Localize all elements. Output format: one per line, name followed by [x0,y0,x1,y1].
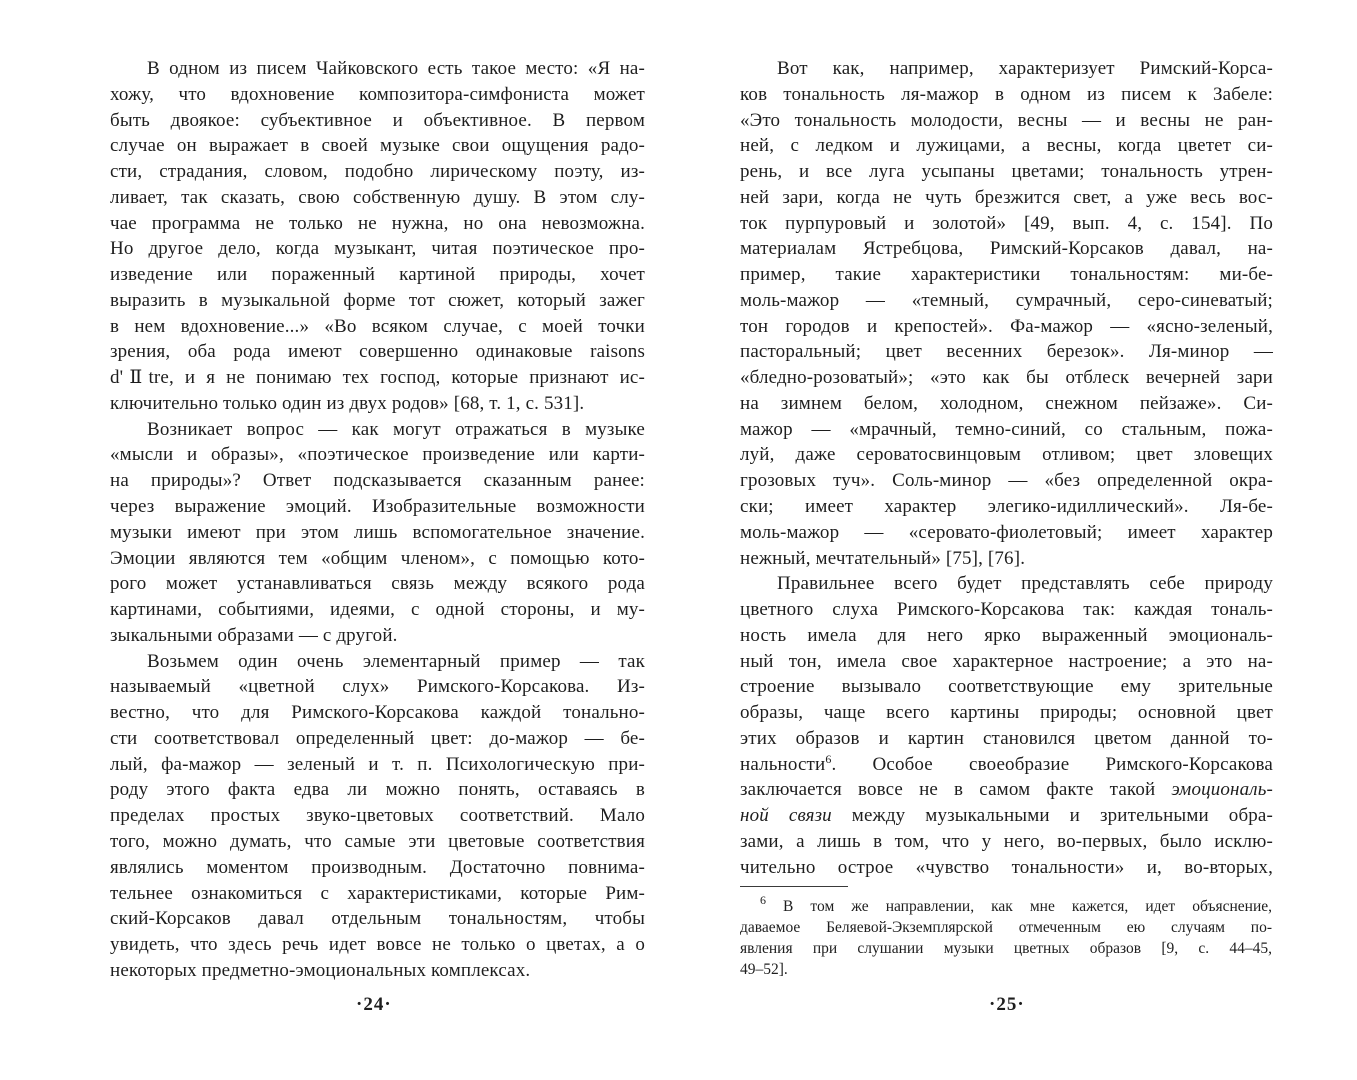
text-line: изведение или пораженный картиной природы, хочет [110,264,645,286]
text-line: рень, и все луга усыпаны цветами; тональность утрен- [740,161,1273,183]
text-line: мажор — «мрачный, темно-синий, со стальным, пожа- [740,418,1273,440]
text-line: пределах простых звуко-цветовых соответствий. Мало [110,805,645,827]
footnote [740,893,1273,980]
footnote-line: явления при слушании музыки цветных образов [9, с. 44–45, [740,940,1272,957]
text-line [740,777,1273,803]
text-fragment: В том же направлении, как мне кажется, идет объяснение, [783,898,1273,915]
left-page-text [110,56,645,984]
text-line: чае программа не только не нужна, но она невозможна. [110,212,645,234]
text-line: сти соответствовал определенный цвет: до-мажор — бе- [110,727,645,749]
text-line [740,803,1273,829]
right-page [700,0,1357,1080]
text-line: зыкальными образами — с другой. [110,624,398,646]
text-line: «Это тональность молодости, весны — и весны не ран- [740,109,1273,131]
text-line: этих образов и картин становился цветом данной то- [740,727,1273,749]
text-fragment: нальности [740,753,826,775]
text-line: моль-мажор — «серовато-фиолетовый; имеет характер [740,521,1273,543]
footnote-line: даваемое Беляевой-Экземплярской отмеченным ею случаям по- [740,919,1272,936]
text-line: ный тон, имела свое характерное настроение; а это на- [740,650,1273,672]
text-line: ливает, так сказать, свою собственную душу. В этом слу- [110,186,645,208]
text-line: в нем вдохновение...» «Во всяком случае, с моей точки [110,315,645,337]
text-line: пасторальный; цвет весенних березок». Ля-минор — [740,341,1273,363]
page-number: ·25· [989,994,1025,1015]
text-line: через выражение эмоций. Изобразительные возможности [110,496,645,518]
text-line: ней зари, когда не чуть брезжится свет, а уже весь вос- [740,186,1273,208]
text-line: материалам Ястребцова, Римский-Корсаков давал, на- [740,238,1273,260]
text-fragment: между музыкальными и зрительными обра- [831,805,1273,827]
text-line: увидеть, что здесь речь идет вовсе не только о цветах, а о [110,934,645,956]
italic-text: ной связи [740,805,832,827]
text-line: луй, даже сероватосвинцовым отливом; цвет зловещих [740,444,1273,466]
text-line: Эмоции являются тем «общим членом», с помощью кото- [110,547,645,569]
text-line: рого может устанавливаться связь между всякого рода [110,573,645,595]
text-line: на природы»? Ответ подсказывается сказанным ранее: [110,470,645,492]
text-line: Возникает вопрос — как могут отражаться в музыке [147,418,645,440]
text-line: музыки имеют при этом лишь вспомогательное значение. [110,521,645,543]
text-line: на зимнем белом, холодном, снежном пейзаже». Си- [740,392,1273,414]
text-line [740,752,1273,778]
text-line: строение вызывало соответствующие ему зрительные [740,676,1273,698]
text-line: В одном из писем Чайковского есть такое место: «Я на- [147,58,645,79]
text-line: моль-мажор — «темный, сумрачный, серо-синеватый; [740,289,1273,311]
text-line: Правильнее всего будет представлять себе природу [777,573,1273,595]
text-line: роду этого факта едва ли можно понять, оставаясь в [110,779,645,801]
text-line: тельнее ознакомиться с характеристиками, которые Рим- [110,882,645,904]
footnote-line: 49–52]. [740,961,788,978]
text-line: нежный, мечтательный» [75], [76]. [740,547,1026,569]
text-line: d'Ⅱtre, и я не понимаю тех господ, которые признают ис- [110,367,645,389]
text-line: зами, а лишь в том, что у него, во-первых, было исклю- [740,830,1273,852]
footnote-number: 6 [760,893,766,907]
text-line: выразить в музыкальной форме тот сюжет, который зажег [110,289,645,311]
text-line: образы, чаще всего картины природы; основной цвет [740,702,1273,724]
footnote-marker: 6 [825,751,832,766]
text-line: ски; имеет характер элегико-идиллический». Ля-бе- [740,496,1273,518]
text-line: цветного слуха Римского-Корсакова так: каждая тональ- [740,599,1273,621]
text-line: сти, страдания, словом, подобно лирическому поэту, из- [110,161,645,183]
text-line: ский-Корсаков давал отдельным тональностям, чтобы [110,908,645,930]
text-line: Вот как, например, характеризует Римский-Корса- [777,58,1273,79]
text-line: являлись моментом производным. Достаточно повнима- [110,856,645,878]
text-line: Возьмем один очень элементарный пример — так [147,650,645,672]
text-line: называемый «цветной слух» Римского-Корсакова. Из- [110,676,645,698]
text-line: грозовых туч». Соль-минор — «без определенной окра- [740,470,1273,492]
text-line: картинами, событиями, идеями, с одной стороны, и му- [110,599,645,621]
text-line: ток пурпуровый и золотой» [49, вып. 4, с. 154]. По [740,212,1273,234]
text-line: зрения, оба рода имеют совершенно одинаковые raisons [110,341,645,363]
text-line: быть двоякое: субъективное и объективное. В первом [110,109,645,131]
text-line: «мысли и образы», «поэтическое произведение или карти- [110,444,645,466]
text-line: того, можно думать, что самые эти цветовые соответствия [110,830,645,852]
text-line: Но другое дело, когда музыкант, читая поэтическое про- [110,238,645,260]
text-line: случае он выражает в своей музыке свои ощущения радо- [110,135,645,157]
text-line: ков тональность ля-мажор в одном из писем к Забеле: [740,83,1273,105]
text-line: «бледно-розоватый»; «это как бы отблеск вечерней зари [740,367,1273,389]
text-line: пример, такие характеристики тональностям: ми-бе- [740,264,1273,286]
italic-text: эмоциональ- [1171,779,1273,801]
text-line: некоторых предметно-эмоциональных комплексах. [110,959,531,981]
text-fragment: . Особое своеобразие Римского-Корсакова [831,753,1273,775]
text-line: лый, фа-мажор — зеленый и т. п. Психологическую при- [110,753,645,775]
text-fragment: заключается вовсе не в самом факте такой [740,779,1156,801]
right-page-text [740,56,1273,881]
text-line: вестно, что для Римского-Корсакова каждой тонально- [110,702,645,724]
text-line: ключительно только один из двух родов» [68, т. 1, с. 531]. [110,392,585,414]
footnote-line [740,893,1273,917]
text-line: ность имела для него ярко выраженный эмоциональ- [740,624,1273,646]
text-line: чительно острое «чувство тональности» и, во-вторых, [740,856,1273,878]
text-line: тон городов и крепостей». Фа-мажор — «ясно-зеленый, [740,315,1273,337]
text-line: хожу, что вдохновение композитора-симфониста может [110,83,645,105]
footnote-divider [740,886,848,887]
page-number: ·24· [356,994,392,1015]
text-line: ней, с ледком и лужицами, а весны, когда цветет си- [740,135,1273,157]
